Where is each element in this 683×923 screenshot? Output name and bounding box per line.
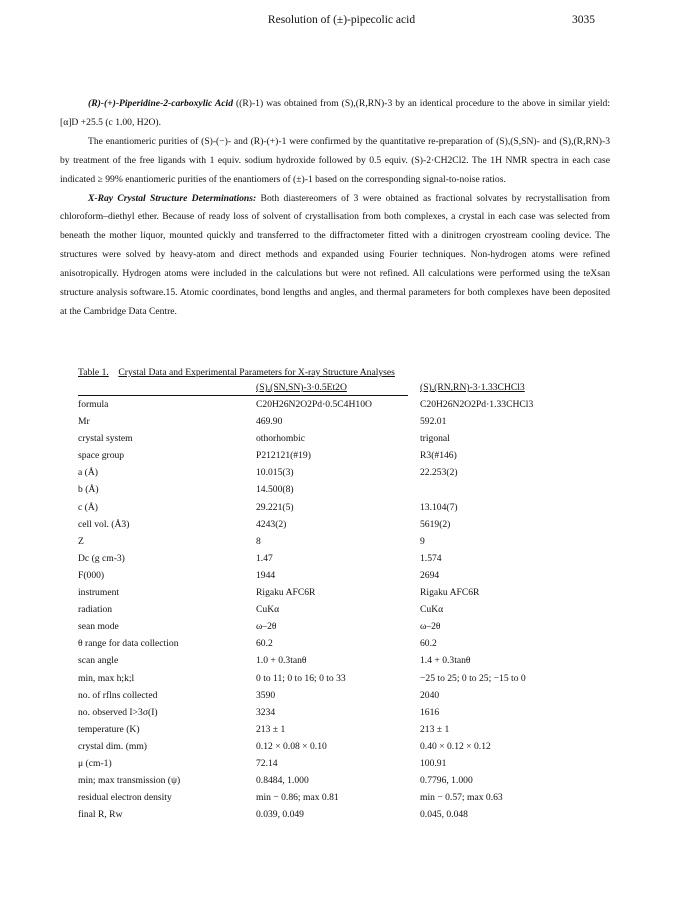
page-number: 3035	[572, 14, 595, 26]
row-label: instrument	[78, 587, 120, 599]
cell-s-rn-rn: trigonal	[420, 433, 450, 445]
cell-s-rn-rn: 13.104(7)	[420, 501, 458, 513]
table-row	[78, 601, 618, 618]
table-row	[78, 430, 618, 447]
row-label: b (Å)	[78, 484, 99, 496]
table-row	[78, 635, 618, 652]
row-label: c (Å)	[78, 501, 98, 513]
cell-s-sn-sn: 10.015(3)	[256, 467, 294, 479]
cell-s-rn-rn: 9	[420, 535, 425, 547]
cell-s-sn-sn: 469.90	[256, 416, 283, 428]
table-number: Table 1.	[78, 367, 109, 378]
row-label: no. of rflns collected	[78, 689, 158, 701]
paragraph-heading: X-Ray Crystal Structure Determinations:	[88, 192, 257, 204]
table-row	[78, 755, 618, 772]
table-row	[78, 396, 618, 413]
cell-s-sn-sn: 14.500(8)	[256, 484, 294, 496]
row-label: Mr	[78, 416, 90, 428]
table-row	[78, 567, 618, 584]
table-row	[78, 789, 618, 806]
cell-s-sn-sn: 1944	[256, 569, 276, 581]
row-label: min, max h;k;l	[78, 672, 135, 684]
cell-s-rn-rn: min − 0.57; max 0.63	[420, 792, 503, 804]
table-row	[78, 499, 618, 516]
table-row	[78, 447, 618, 464]
row-label: formula	[78, 399, 109, 410]
cell-s-sn-sn: 0.039, 0.049	[256, 809, 304, 821]
cell-s-sn-sn: 60.2	[256, 638, 273, 650]
cell-s-rn-rn: Rigaku AFC6R	[420, 587, 480, 599]
cell-s-rn-rn: 2694	[420, 569, 440, 581]
row-label: Dc (g cm-3)	[78, 552, 125, 564]
row-label: a (Å)	[78, 467, 98, 479]
cell-s-rn-rn: 2040	[420, 689, 440, 701]
cell-s-rn-rn: −25 to 25; 0 to 25; −15 to 0	[420, 672, 526, 684]
table-row	[78, 481, 618, 498]
cell-s-rn-rn: 0.40 × 0.12 × 0.12	[420, 740, 491, 752]
table-row	[78, 516, 618, 533]
cell-s-sn-sn: min − 0.86; max 0.81	[256, 792, 339, 804]
cell-s-sn-sn: 0.8484, 1.000	[256, 775, 309, 787]
table-row	[78, 618, 618, 635]
table-column-headers	[78, 380, 618, 396]
cell-s-sn-sn: 1.47	[256, 552, 273, 564]
paragraph-xray	[60, 190, 610, 322]
row-label: final R, Rw	[78, 809, 123, 821]
cell-s-sn-sn: 3590	[256, 689, 276, 701]
cell-s-sn-sn: 0.12 × 0.08 × 0.10	[256, 740, 327, 752]
row-label: residual electron density	[78, 792, 172, 804]
row-label: temperature (K)	[78, 723, 140, 735]
row-label: scan angle	[78, 655, 119, 667]
cell-s-sn-sn: 213 ± 1	[256, 723, 286, 735]
cell-s-rn-rn: 1.4 + 0.3tanθ	[420, 655, 471, 667]
table-row	[78, 533, 618, 550]
cell-s-rn-rn: 592.01	[420, 416, 447, 428]
row-label: min; max transmission (ψ)	[78, 775, 181, 787]
cell-s-rn-rn: CuKα	[420, 604, 444, 616]
table-row	[78, 806, 618, 823]
cell-s-rn-rn: 5619(2)	[420, 518, 451, 530]
cell-s-rn-rn: ω–2θ	[420, 621, 441, 633]
paragraph-text: ((R)-1) was obtained from (S),(R,RN)-3 by an identical procedure to the above in similar yield: [α]D +25.5 (c 1.00, H2O).	[60, 98, 610, 128]
cell-s-rn-rn: 0.045, 0.048	[420, 809, 468, 821]
running-header	[0, 14, 683, 30]
table-row	[78, 652, 618, 669]
table-title: Crystal Data and Experimental Parameters for X-ray Structure Analyses	[118, 367, 395, 378]
row-label: μ (cm-1)	[78, 757, 112, 769]
paragraph-heading: (R)-(+)-Piperidine-2-carboxylic Acid	[88, 98, 234, 109]
cell-s-sn-sn: 3234	[256, 706, 276, 718]
paragraph-r-acid	[60, 95, 610, 133]
table-body	[78, 396, 618, 823]
table-row	[78, 464, 618, 481]
row-label: crystal dim. (mm)	[78, 740, 148, 752]
cell-s-sn-sn: CuKα	[256, 604, 280, 616]
cell-s-rn-rn: 22.253(2)	[420, 467, 458, 479]
cell-s-rn-rn: 213 ± 1	[420, 723, 450, 735]
cell-s-sn-sn: 0 to 11; 0 to 16; 0 to 33	[256, 672, 346, 684]
row-label: θ range for data collection	[78, 638, 179, 650]
body-text	[60, 95, 610, 322]
table-row	[78, 687, 618, 704]
crystal-data-table	[78, 366, 618, 823]
table-row	[78, 738, 618, 755]
cell-s-sn-sn: 29.221(5)	[256, 501, 294, 513]
row-label: crystal system	[78, 433, 133, 445]
row-label: F(000)	[78, 569, 105, 581]
row-label: space group	[78, 450, 125, 462]
table-row	[78, 721, 618, 738]
cell-s-rn-rn: 1616	[420, 706, 440, 718]
row-label: sean mode	[78, 621, 119, 633]
row-label: Z	[78, 535, 84, 547]
cell-s-sn-sn: Rigaku AFC6R	[256, 587, 316, 599]
cell-s-sn-sn: P212121(#19)	[256, 450, 311, 462]
paragraph-text: Both diastereomers of 3 were obtained as fractional solvates by recrystallisation from chloroform–diethyl ether. Because of ready loss of solvent of crystallisation from both complexes, a crystal in each case was selected from beneath the mother liquor, mounted quickly and transferred to the diffractometer fitted with a dinitrogen cryostream cooling device. The structures were solved by heavy-atom and direct methods and expanded using Fourier techniques. Non-hydrogen atoms were refined anisotropically. Hydrogen atoms were included in the calculations but were not refined. All calculations were performed using the teXsan structure analysis software.15. Atomic coordinates, bond lengths and angles, and thermal parameters for both complexes have been deposited at the Cambridge Data Centre.	[60, 192, 610, 317]
cell-s-sn-sn: othorhombic	[256, 433, 306, 445]
cell-s-sn-sn: 1.0 + 0.3tanθ	[256, 655, 307, 667]
cell-s-sn-sn: C20H26N2O2Pd·0.5C4H10O	[256, 399, 372, 410]
row-label: radiation	[78, 604, 113, 616]
cell-s-sn-sn: 72.14	[256, 757, 278, 769]
table-row	[78, 772, 618, 789]
table-row	[78, 670, 618, 687]
table-row	[78, 550, 618, 567]
table-row	[78, 584, 618, 601]
cell-s-sn-sn: ω–2θ	[256, 621, 277, 633]
column-header-s-rn-rn: (S),(RN,RN)-3·1.33CHCl3	[420, 382, 525, 393]
cell-s-rn-rn: 100.91	[420, 757, 447, 769]
table-row	[78, 413, 618, 430]
cell-s-rn-rn: C20H26N2O2Pd·1.33CHCl3	[420, 399, 534, 410]
column-header-s-sn-sn: (S),(SN,SN)-3·0.5Et2O	[256, 382, 347, 393]
running-title: Resolution of (±)-pipecolic acid	[267, 14, 416, 26]
cell-s-rn-rn: R3(#146)	[420, 450, 457, 462]
cell-s-rn-rn: 1.574	[420, 552, 442, 564]
paragraph-enantiomeric-purity: The enantiomeric purities of (S)-(−)- and (R)-(+)-1 were confirmed by the quantitative re-preparation of (S),(S,SN)- and (S),(R,RN)-3 by treatment of the free ligands with 1 equiv. sodium hydroxide followed by 0.5 equiv. (S)-2·CH2Cl2. The 1H NMR spectra in each case indicated ≥ 99% enantiomeric purities of the enantiomers of (±)-1 based on the corresponding signal-to-noise ratios.	[60, 135, 610, 185]
table-row	[78, 704, 618, 721]
row-label: no. observed I>3σ(I)	[78, 706, 158, 718]
cell-s-rn-rn: 0.7796, 1.000	[420, 775, 473, 787]
cell-s-rn-rn: 60.2	[420, 638, 437, 650]
cell-s-sn-sn: 8	[256, 535, 261, 547]
cell-s-sn-sn: 4243(2)	[256, 518, 287, 530]
row-label: cell vol. (Å3)	[78, 518, 130, 530]
table-caption	[78, 366, 618, 380]
